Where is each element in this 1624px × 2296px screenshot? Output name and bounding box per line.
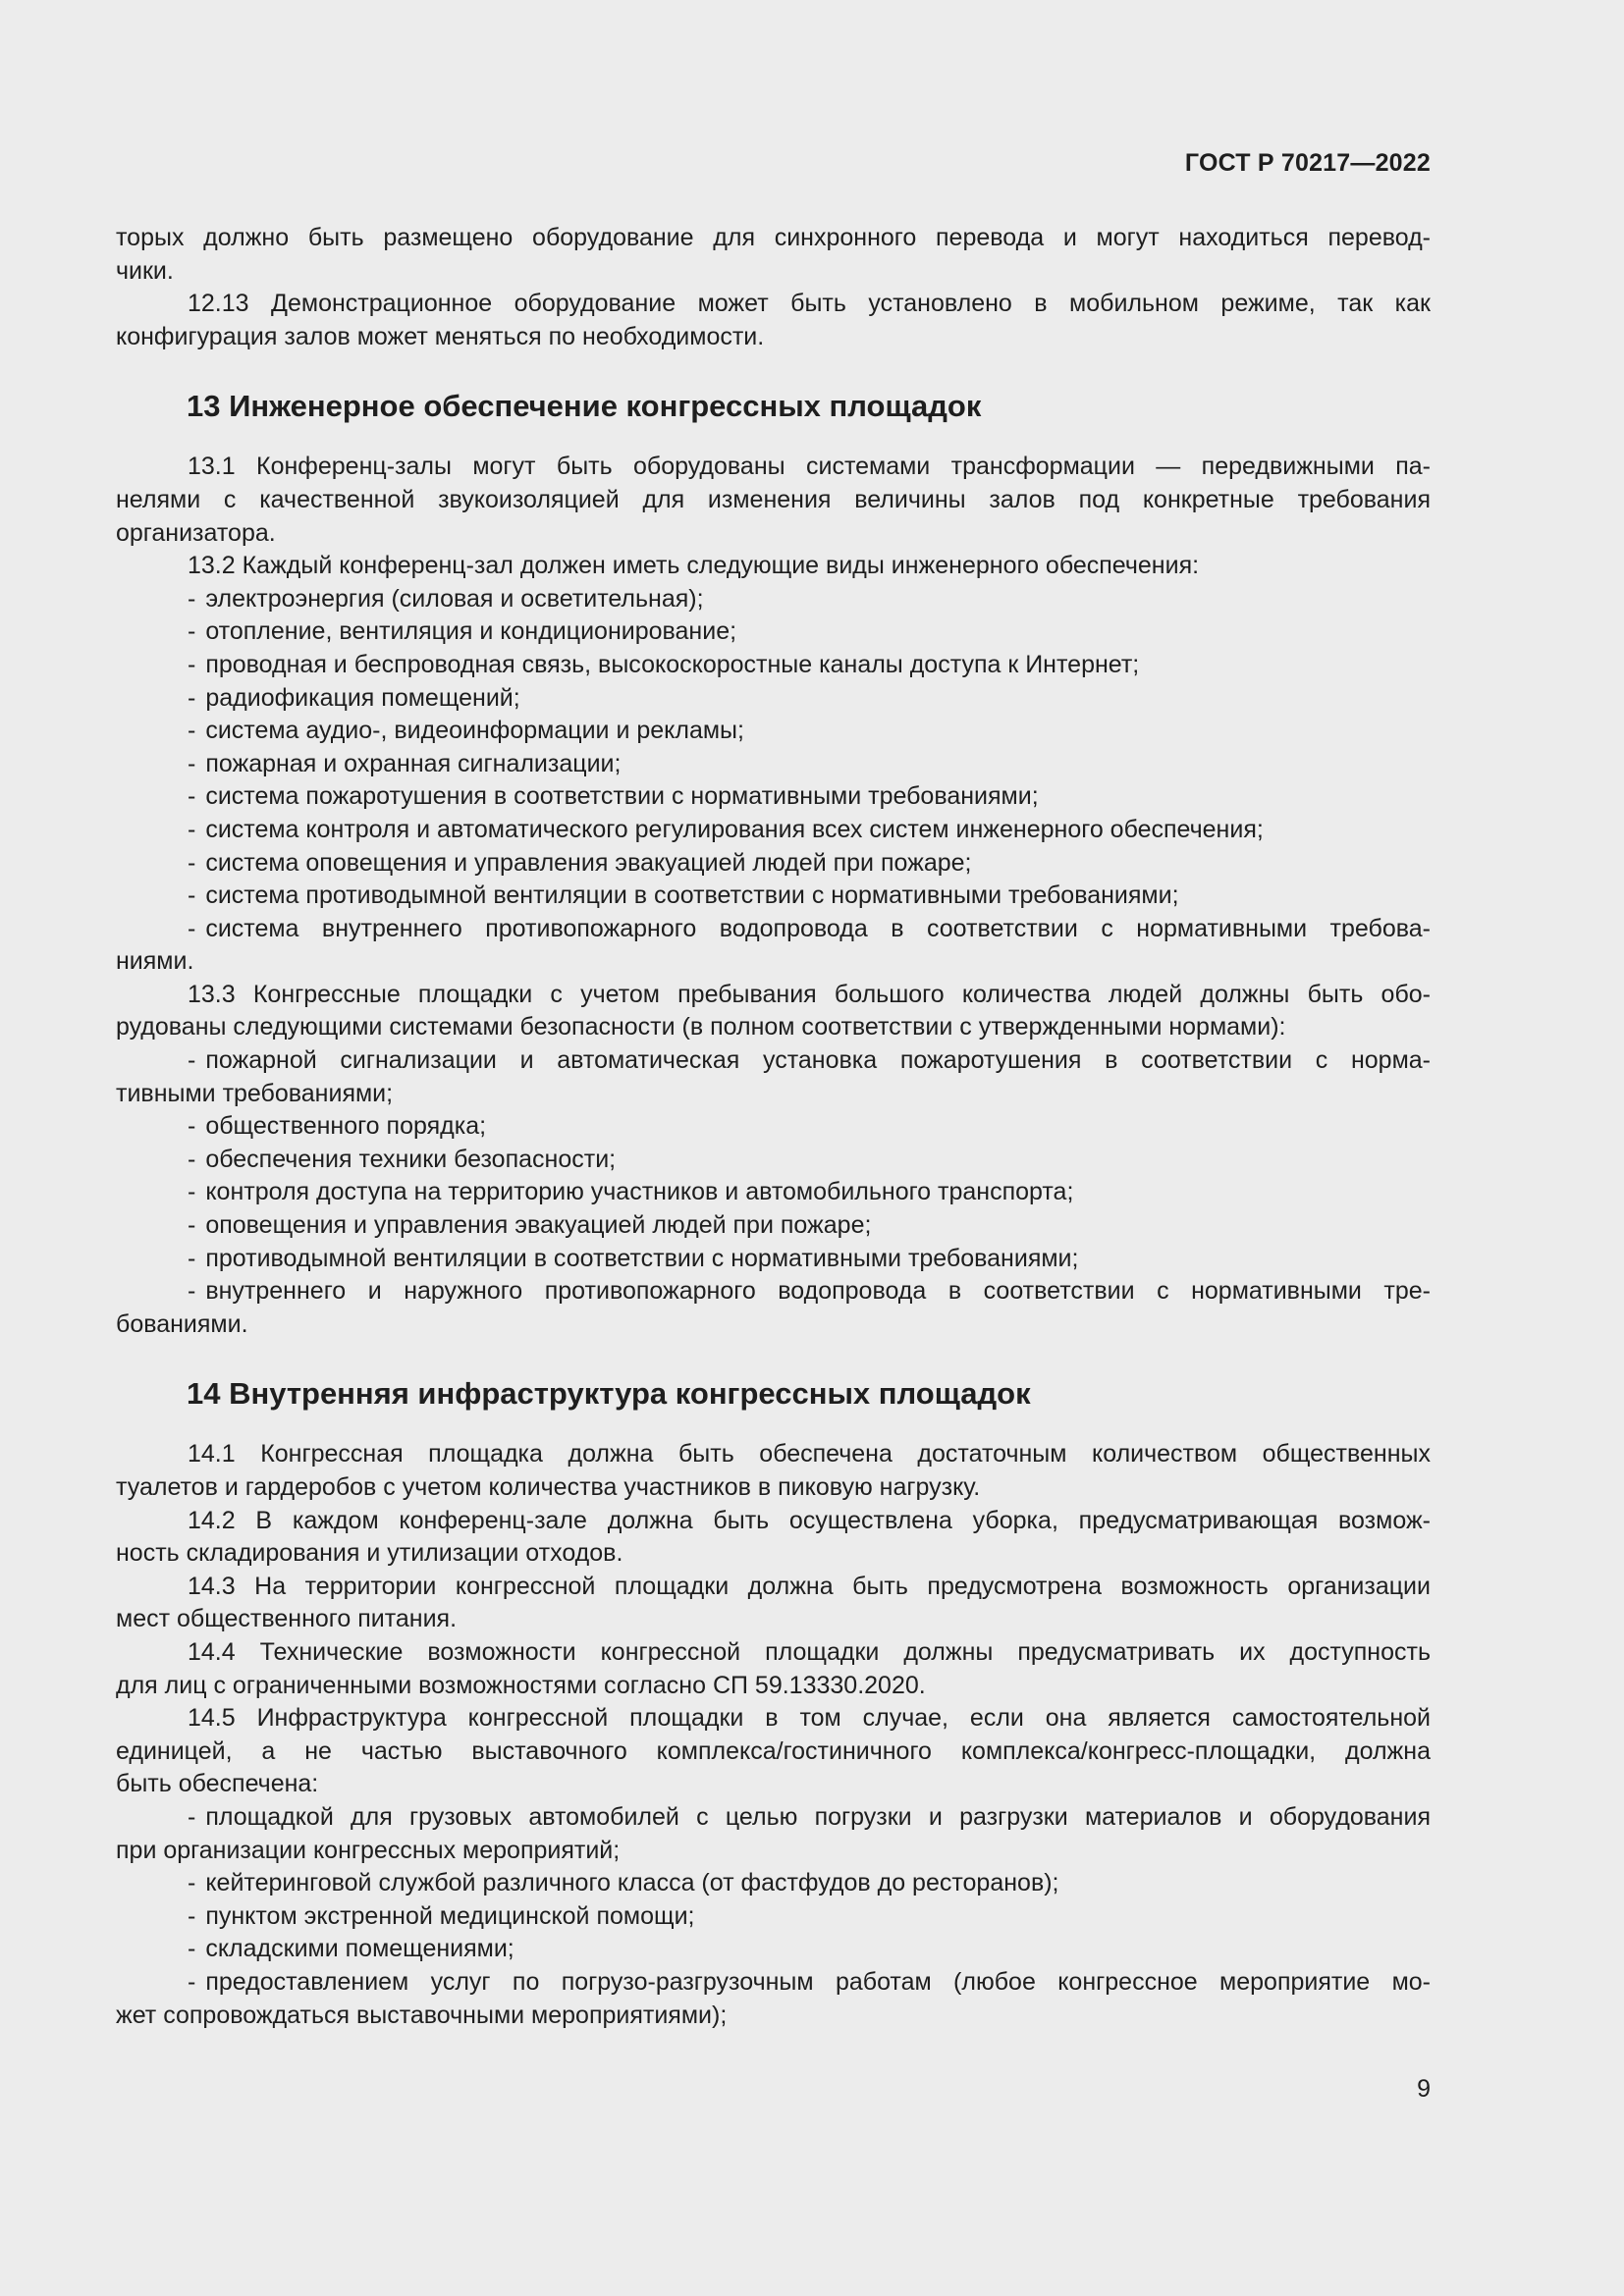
list-item: - противодымной вентиляции в соответствии с нормативными требованиями; xyxy=(188,1244,1079,1272)
list-item: - оповещения и управления эвакуацией людей при пожаре; xyxy=(188,1211,872,1240)
list-dash: - xyxy=(188,914,196,942)
clause-14-4-cont: для лиц с ограниченными возможностями согласно СП 59.13330.2020. xyxy=(116,1671,926,1699)
clause-14-4: 14.4 Технические возможности конгрессной площадки должны предусматривать их доступность xyxy=(188,1637,1431,1666)
list-item: - система контроля и автоматического регулирования всех систем инженерного обеспечения; xyxy=(188,815,1264,843)
list-item: - контроля доступа на территорию участников и автомобильного транспорта; xyxy=(188,1178,1074,1206)
list-dash: - xyxy=(188,1802,196,1831)
clause-14-5: 14.5 Инфраструктура конгрессной площадки в том случае, если она является самостоятельной xyxy=(188,1704,1431,1733)
clause-14-5-cont: единицей, а не частью выставочного комплекса/гостиничного комплекса/конгресс-площадки, должна xyxy=(116,1736,1431,1765)
clause-14-2: 14.2 В каждом конференц-зале должна быть осуществлена уборка, предусматривающая возмож- xyxy=(188,1506,1431,1534)
document-id: ГОСТ Р 70217—2022 xyxy=(1184,149,1431,177)
list-item: - радиофикация помещений; xyxy=(188,683,520,712)
section-13-heading: 13 Инженерное обеспечение конгрессных площадок xyxy=(187,389,982,424)
page-number: 9 xyxy=(1417,2075,1431,2103)
list-item: - пожарной сигнализации и автоматическая установка пожаротушения в соответствии с норма- xyxy=(188,1046,1431,1075)
list-item: - система аудио-, видеоинформации и рекламы; xyxy=(188,717,744,745)
list-dash: - xyxy=(188,881,196,910)
list-item-cont: ниями. xyxy=(116,947,194,976)
clause-14-3: 14.3 На территории конгрессной площадки должна быть предусмотрена возможность организации xyxy=(188,1572,1431,1600)
list-dash: - xyxy=(188,717,196,745)
list-item-cont: жет сопровождаться выставочными мероприятиями); xyxy=(116,2001,728,2029)
list-dash: - xyxy=(188,1211,196,1240)
list-item: - система пожаротушения в соответствии с нормативными требованиями; xyxy=(188,782,1039,811)
list-item: - обеспечения техники безопасности; xyxy=(188,1145,617,1173)
list-item: - внутреннего и наружного противопожарного водопровода в соответствии с нормативными тре- xyxy=(188,1277,1431,1306)
list-item: - общественного порядка; xyxy=(188,1112,487,1141)
list-item: - система противодымной вентиляции в соответствии с нормативными требованиями; xyxy=(188,881,1179,910)
list-dash: - xyxy=(188,650,196,678)
list-dash: - xyxy=(188,782,196,811)
list-13-2 xyxy=(116,583,1431,979)
list-item: - кейтеринговой службой различного класса (от фастфудов до ресторанов); xyxy=(188,1869,1059,1897)
list-dash: - xyxy=(188,683,196,712)
list-item: - складскими помещениями; xyxy=(188,1935,514,1963)
clause-14-1-cont: туалетов и гардеробов с учетом количества участников в пиковую нагрузку. xyxy=(116,1473,981,1501)
list-item: - система оповещения и управления эвакуацией людей при пожаре; xyxy=(188,848,972,877)
list-dash: - xyxy=(188,1869,196,1897)
list-dash: - xyxy=(188,815,196,843)
list-dash: - xyxy=(188,1112,196,1141)
clause-13-1-cont: нелями с качественной звукоизоляцией для изменения величины залов под конкретные требования xyxy=(116,485,1431,513)
list-dash: - xyxy=(188,584,196,613)
list-item: - пожарная и охранная сигнализации; xyxy=(188,749,622,777)
list-dash: - xyxy=(188,1046,196,1075)
clause-13-3: 13.3 Конгрессные площадки с учетом пребывания большого количества людей должны быть обо- xyxy=(188,980,1431,1008)
list-14-5 xyxy=(116,1801,1431,2032)
clause-13-1-cont: организатора. xyxy=(116,518,276,547)
clause-14-1: 14.1 Конгрессная площадка должна быть обеспечена достаточным количеством общественных xyxy=(188,1440,1431,1468)
section-14-heading: 14 Внутренняя инфраструктура конгрессных площадок xyxy=(187,1376,1031,1412)
list-item: - отопление, вентиляция и кондиционирование; xyxy=(188,617,737,646)
clause-13-2: 13.2 Каждый конференц-зал должен иметь следующие виды инженерного обеспечения: xyxy=(188,552,1200,580)
list-item: - проводная и беспроводная связь, высокоскоростные каналы доступа к Интернет; xyxy=(188,650,1140,678)
clause-13-3-cont: рудованы следующими системами безопасности (в полном соответствии с утвержденными нормами): xyxy=(116,1013,1286,1041)
list-item-cont: при организации конгрессных мероприятий; xyxy=(116,1836,621,1864)
list-dash: - xyxy=(188,1178,196,1206)
continuation-line: торых должно быть размещено оборудование для синхронного перевода и могут находиться перевод- xyxy=(116,224,1431,251)
list-item: - предоставлением услуг по погрузо-разгрузочным работам (любое конгрессное мероприятие мо- xyxy=(188,1967,1431,1996)
list-dash: - xyxy=(188,848,196,877)
list-item-cont: тивными требованиями; xyxy=(116,1079,394,1107)
clause-14-5-cont: быть обеспечена: xyxy=(116,1770,319,1798)
list-dash: - xyxy=(188,1244,196,1272)
page-body xyxy=(116,222,1431,2032)
list-dash: - xyxy=(188,1145,196,1173)
clause-12-13: 12.13 Демонстрационное оборудование может быть установлено в мобильном режиме, так как xyxy=(188,290,1431,318)
list-item: - система внутреннего противопожарного водопровода в соответствии с нормативными требова- xyxy=(188,914,1431,942)
clause-12-13-cont: конфигурация залов может меняться по необходимости. xyxy=(116,322,765,350)
list-dash: - xyxy=(188,749,196,777)
list-dash: - xyxy=(188,1277,196,1306)
clause-14-3-cont: мест общественного питания. xyxy=(116,1605,458,1633)
list-item: - площадкой для грузовых автомобилей с целью погрузки и разгрузки материалов и оборудования xyxy=(188,1802,1431,1831)
list-dash: - xyxy=(188,1935,196,1963)
list-item: - пунктом экстренной медицинской помощи; xyxy=(188,1901,695,1930)
list-dash: - xyxy=(188,617,196,646)
continuation-line: чики. xyxy=(116,256,174,285)
clause-13-1: 13.1 Конференц-залы могут быть оборудованы системами трансформации — передвижными па- xyxy=(188,453,1431,481)
list-dash: - xyxy=(188,1901,196,1930)
clause-14-2-cont: ность складирования и утилизации отходов. xyxy=(116,1539,623,1568)
list-dash: - xyxy=(188,1967,196,1996)
list-item-cont: бованиями. xyxy=(116,1309,248,1338)
list-item: - электроэнергия (силовая и осветительная); xyxy=(188,584,704,613)
list-13-3 xyxy=(116,1044,1431,1341)
